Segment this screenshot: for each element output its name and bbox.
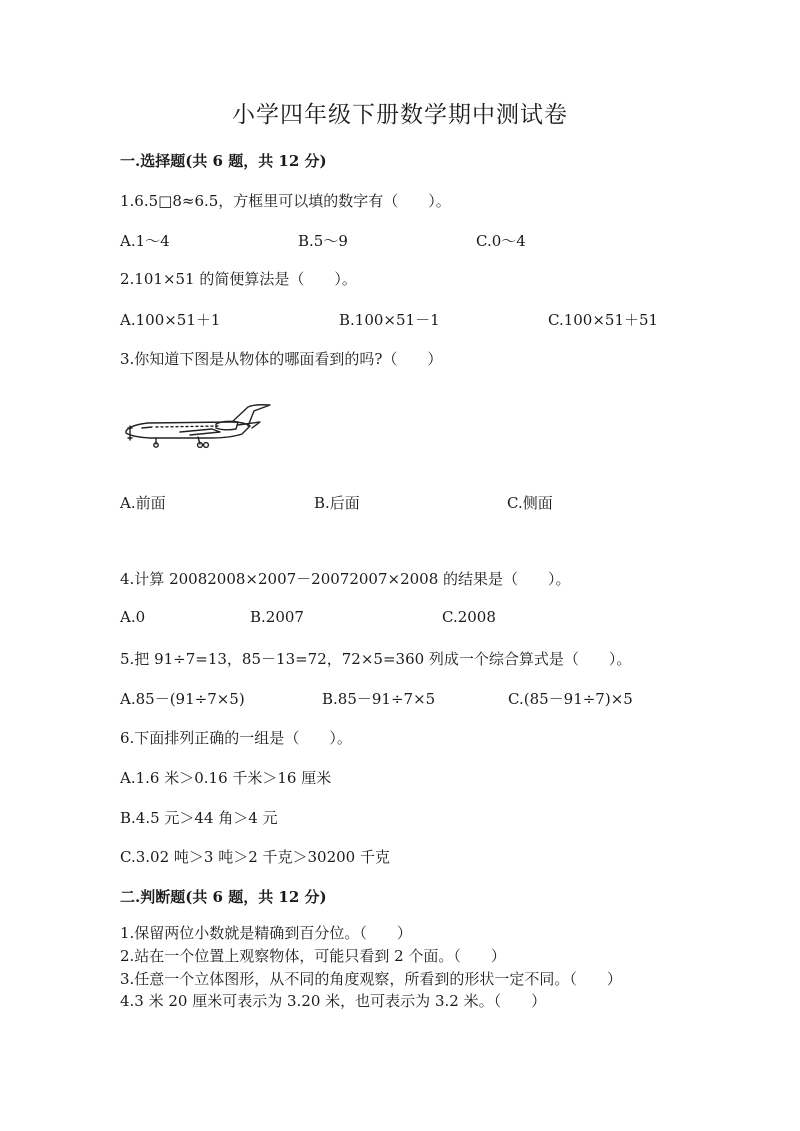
question-2-option-a: A.100×51＋1 bbox=[120, 311, 221, 329]
question-4-option-c: C.2008 bbox=[442, 608, 496, 626]
question-6-option-a: A.1.6 米＞0.16 千米＞16 厘米 bbox=[120, 769, 332, 787]
true-false-item-1: 1.保留两位小数就是精确到百分位。（ ） bbox=[120, 924, 412, 942]
section-heading-choice: 一.选择题(共 6 题，共 12 分) bbox=[120, 152, 327, 170]
question-3-option-b: B.后面 bbox=[314, 494, 360, 512]
question-1-option-b: B.5～9 bbox=[298, 232, 348, 250]
question-4-option-a: A.0 bbox=[120, 608, 146, 626]
page-title: 小学四年级下册数学期中测试卷 bbox=[232, 102, 568, 128]
question-5: 5.把 91÷7=13，85－13=72，72×5=360 列成一个综合算式是（ ）。 bbox=[120, 650, 632, 668]
question-1-option-c: C.0～4 bbox=[476, 232, 526, 250]
question-5-option-c: C.(85－91÷7)×5 bbox=[508, 690, 633, 708]
question-2-option-b: B.100×51－1 bbox=[339, 311, 440, 329]
section-heading-true-false: 二.判断题(共 6 题，共 12 分) bbox=[120, 888, 327, 906]
question-1-option-a: A.1～4 bbox=[120, 232, 170, 250]
question-5-option-a: A.85－(91÷7×5) bbox=[120, 690, 245, 708]
question-3: 3.你知道下图是从物体的哪面看到的吗?（ ） bbox=[120, 350, 443, 368]
question-2-option-c: C.100×51＋51 bbox=[548, 311, 659, 329]
question-6-option-b: B.4.5 元＞44 角＞4 元 bbox=[120, 809, 278, 827]
question-3-option-a: A.前面 bbox=[120, 494, 166, 512]
true-false-item-4: 4.3 米 20 厘米可表示为 3.20 米，也可表示为 3.2 米。（ ） bbox=[120, 992, 547, 1010]
question-4-option-b: B.2007 bbox=[250, 608, 304, 626]
question-6: 6.下面排列正确的一组是（ ）。 bbox=[120, 729, 352, 747]
question-3-option-c: C.侧面 bbox=[507, 494, 553, 512]
question-2: 2.101×51 的简便算法是（ ）。 bbox=[120, 270, 357, 288]
true-false-item-2: 2.站在一个位置上观察物体，可能只看到 2 个面。（ ） bbox=[120, 947, 506, 965]
airplane-image bbox=[120, 398, 275, 450]
true-false-item-3: 3.任意一个立体图形，从不同的角度观察，所看到的形状一定不同。（ ） bbox=[120, 970, 622, 988]
question-1: 1.6.5□8≈6.5，方框里可以填的数字有（ ）。 bbox=[120, 192, 451, 210]
question-6-option-c: C.3.02 吨＞3 吨＞2 千克＞30200 千克 bbox=[120, 848, 390, 866]
question-4: 4.计算 20082008×2007－20072007×2008 的结果是（ ）。 bbox=[120, 570, 571, 588]
question-5-option-b: B.85－91÷7×5 bbox=[322, 690, 436, 708]
